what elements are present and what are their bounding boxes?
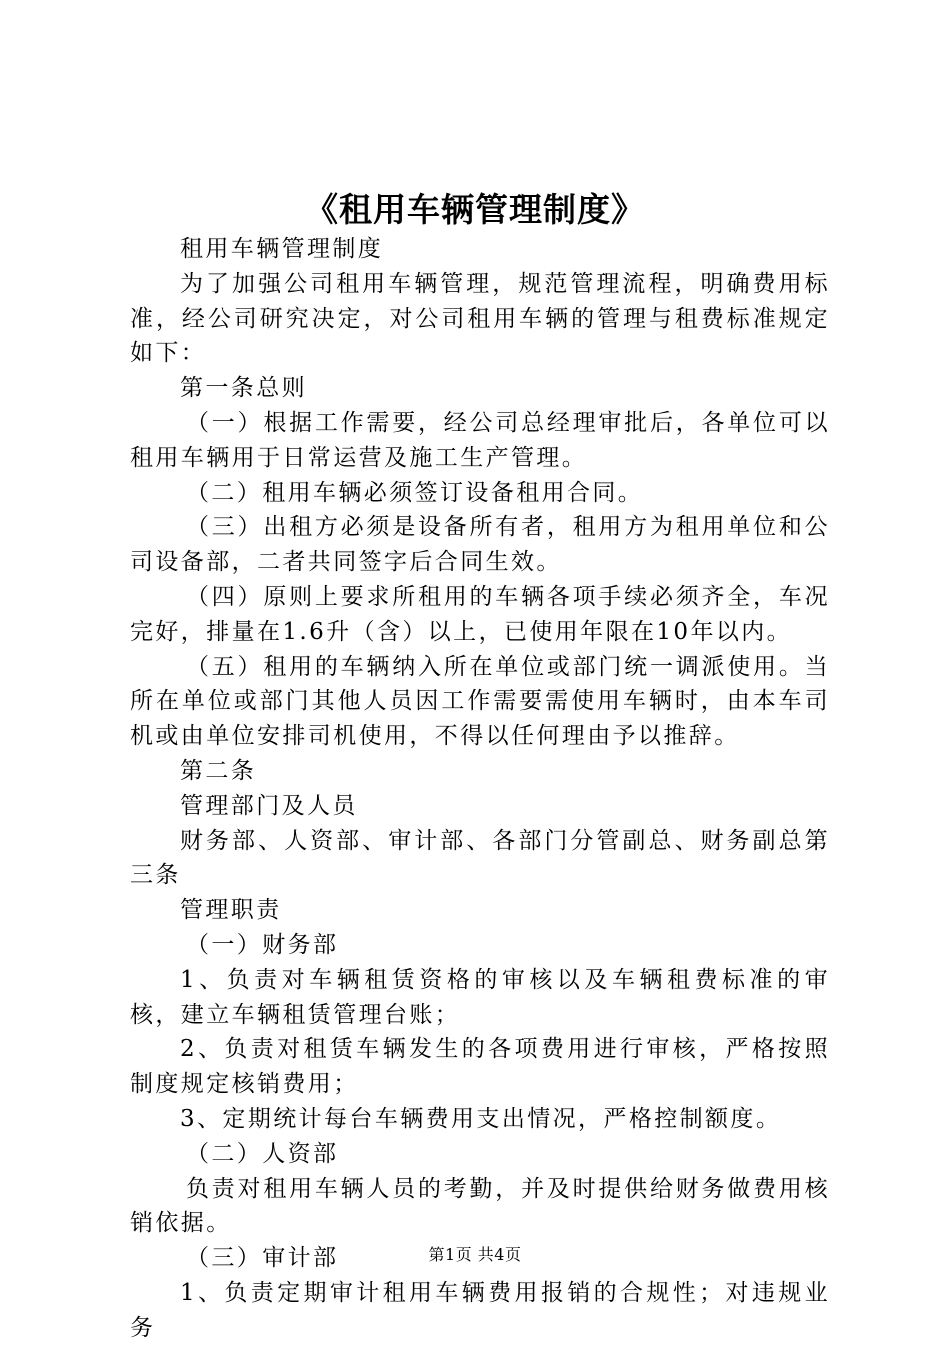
subsection-heading: （一）财务部 <box>186 931 339 958</box>
paragraph: 租用车辆管理制度 <box>180 236 384 262</box>
paragraph: （二）租用车辆必须签订设备租用合同。 <box>186 479 644 506</box>
document-body <box>130 232 830 1346</box>
list-item: 2、负责对租赁车辆发生的各项费用进行审核，严格按照制度规定核销费用； <box>130 1036 830 1098</box>
paragraph: （四）原则上要求所租用的车辆各项手续必须齐全，车况完好，排量在1.6升（含）以上，已使用年限在10年以内。 <box>130 583 830 645</box>
paragraph: （三）出租方必须是设备所有者，租用方为租用单位和公司设备部，二者共同签字后合同生效。 <box>130 514 830 576</box>
list-item: 1、负责定期审计租用车辆费用报销的合规性；对违规业务 <box>130 1279 830 1341</box>
document-title: 《租用车辆管理制度》 <box>305 190 645 229</box>
section-heading: 第一条总则 <box>180 375 307 402</box>
paragraph: 为了加强公司租用车辆管理，规范管理流程，明确费用标准，经公司研究决定，对公司租用车辆的管理与租费标准规定如下： <box>130 270 830 367</box>
subsection-heading: （三）审计部 <box>186 1245 339 1272</box>
paragraph: 负责对租用车辆人员的考勤，并及时提供给财务做费用核销依据。 <box>130 1175 830 1237</box>
list-item: 1、负责对车辆租赁资格的审核以及车辆租费标准的审核，建立车辆租赁管理台账； <box>130 966 830 1028</box>
section-heading: 管理部门及人员 <box>180 792 358 819</box>
paragraph: 财务部、人资部、审计部、各部门分管副总、财务副总第三条 <box>130 827 830 889</box>
section-heading: 管理职责 <box>180 897 282 924</box>
paragraph: （五）租用的车辆纳入所在单位或部门统一调派使用。当所在单位或部门其他人员因工作需要需使用车辆时，由本车司机或由单位安排司机使用，不得以任何理由予以推辞。 <box>130 653 830 750</box>
subsection-heading: （二）人资部 <box>186 1140 339 1167</box>
section-heading: 第二条 <box>180 757 257 784</box>
list-item: 3、定期统计每台车辆费用支出情况，严格控制额度。 <box>180 1105 782 1132</box>
paragraph: （一）根据工作需要，经公司总经理审批后，各单位可以租用车辆用于日常运营及施工生产管理。 <box>130 409 830 471</box>
page-footer: 第1页 共4页 <box>428 1245 522 1264</box>
